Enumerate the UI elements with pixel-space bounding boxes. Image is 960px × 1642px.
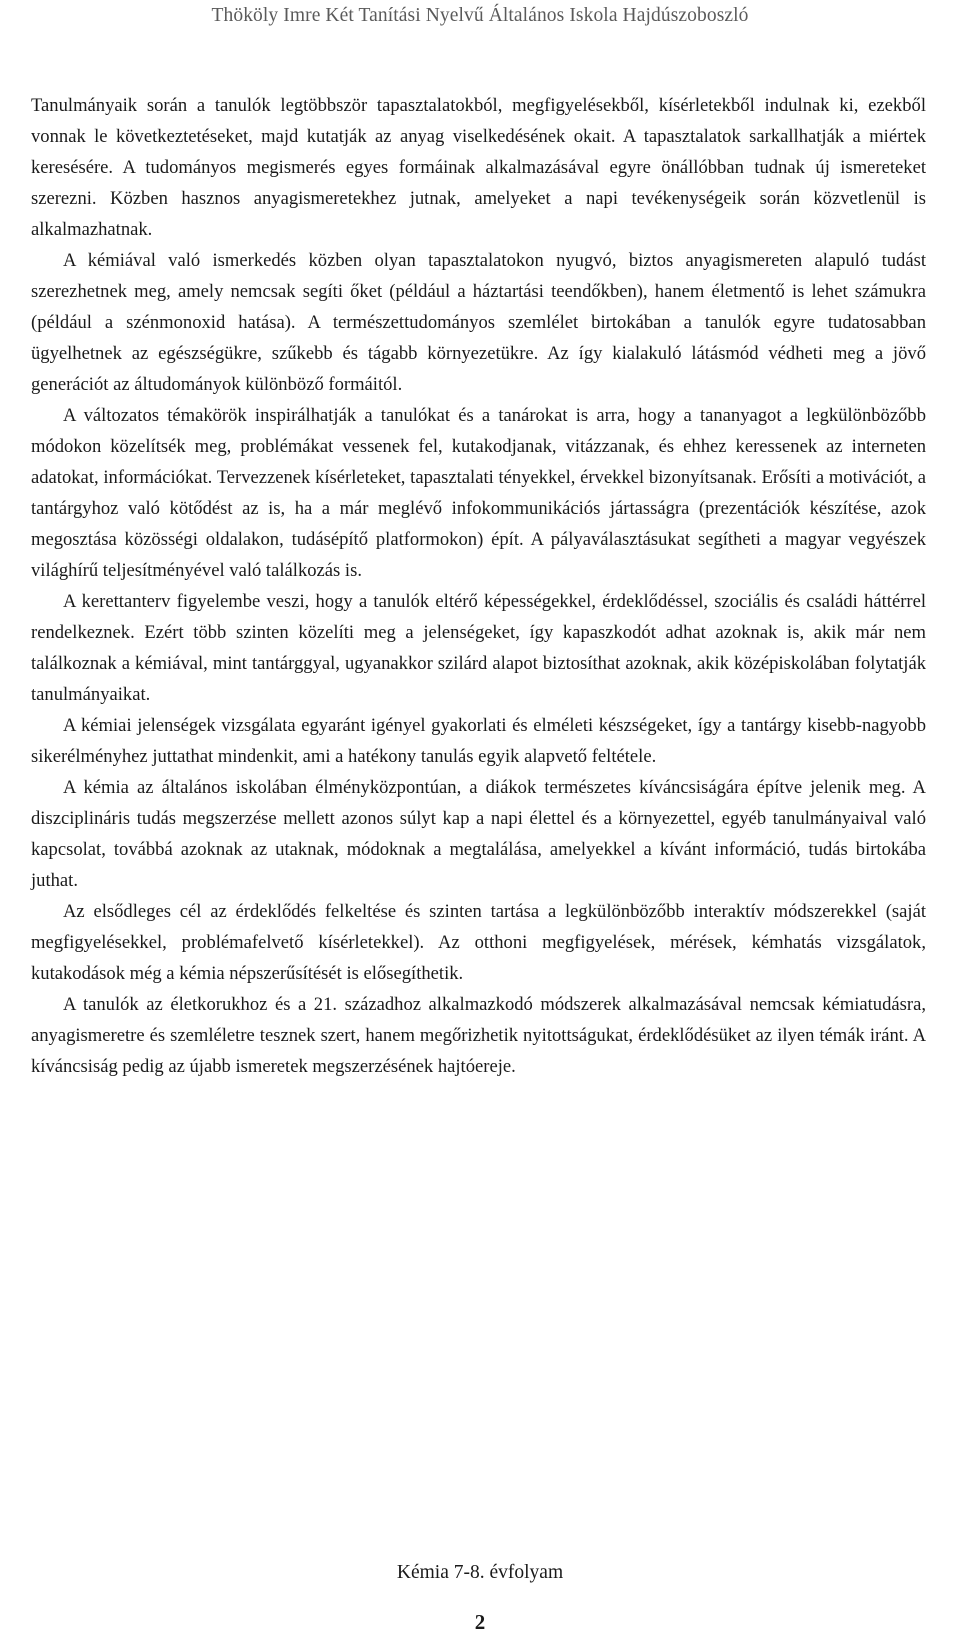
paragraph: A kémiával való ismerkedés közben olyan tapasztalatokon nyugvó, biztos anyagismereten alapuló tudást szerezhetnek meg, amely nemcsak segíti őket (például a háztartási teendőkben), hanem életmentő is lehet számukra (például a szénmonoxid hatása). A természettudományos szemlélet birtokában a tanulók egyre tudatosabban ügyelhetnek az egészségükre, szűkebb és tágabb környezetükre. Az így kialakuló látásmód védheti meg a jövő generációt az áltudományok különböző formáitól. [31, 250, 926, 395]
running-header: Thököly Imre Két Tanítási Nyelvű Általános Iskola Hajdúszoboszló [211, 5, 749, 26]
paragraph: Tanulmányaik során a tanulók legtöbbször tapasztalatokból, megfigyelésekből, kísérletekből indulnak ki, ezekből vonnak le következtetéseket, majd kutatják az anyag viselkedésének okait. A tapasztalatok sarkallhatják a miértek keresésére. A tudományos megismerés egyes formáinak alkalmazásával egyre önállóbban tudnak új ismereteket szerezni. Közben hasznos anyagismeretekhez jutnak, amelyeket a napi tevékenységeik során közvetlenül is alkalmazhatnak. [31, 95, 926, 240]
paragraph: A változatos témakörök inspirálhatják a tanulókat és a tanárokat is arra, hogy a tananyagot a legkülönbözőbb módokon közelítsék meg, problémákat vessenek fel, kutakodjanak, vitázzanak, és ehhez keressenek az interneten adatokat, információkat. Tervezzenek kísérleteket, tapasztalati tényekkel, érvekkel bizonyítsanak. Erősíti a motivációt, a tantárgyhoz való kötődést az is, ha a már meglévő infokommunikációs jártasságra (prezentációk készítése, azok megosztása közösségi oldalakon, tudásépítő platformokon) épít. A pályaválasztásukat segítheti a magyar vegyészek világhírű teljesítményével való találkozás is. [31, 405, 926, 581]
paragraph: A kémiai jelenségek vizsgálata egyaránt igényel gyakorlati és elméleti készségeket, így a tantárgy kisebb-nagyobb sikerélményhez juttathat mindenkit, ami a hatékony tanulás egyik alapvető feltétele. [31, 715, 926, 767]
paragraph: A tanulók az életkorukhoz és a 21. századhoz alkalmazkodó módszerek alkalmazásával nemcsak kémiatudásra, anyagismeretre és szemléletre tesznek szert, hanem megőrizhetik nyitottságukat, érdeklődésüket az ilyen témák iránt. A kíváncsiság pedig az újabb ismeretek megszerzésének hajtóereje. [31, 994, 926, 1077]
paragraph: A kémia az általános iskolában élményközpontúan, a diákok természetes kíváncsiságára építve jelenik meg. A diszciplináris tudás megszerzése mellett azonos súlyt kap a napi élettel és a környezettel, egyéb tanulmányaival való kapcsolat, továbbá azoknak az utaknak, módoknak a megtalálása, amelyekkel a kívánt információ, tudás birtokába juthat. [31, 777, 926, 891]
page-number: 2 [474, 1610, 486, 1634]
footer-title: Kémia 7-8. évfolyam [396, 1562, 564, 1583]
body-text [31, 90, 926, 1082]
paragraph: Az elsődleges cél az érdeklődés felkeltése és szinten tartása a legkülönbözőbb interaktív módszerekkel (saját megfigyelésekkel, problémafelvető kísérletekkel). Az otthoni megfigyelések, mérések, kémhatás vizsgálatok, kutakodások még a kémia népszerűsítését is elősegíthetik. [31, 901, 926, 984]
paragraph: A kerettanterv figyelembe veszi, hogy a tanulók eltérő képességekkel, érdeklődéssel, szociális és családi háttérrel rendelkeznek. Ezért több szinten közelíti meg a jelenségeket, így kapaszkodót adhat azoknak is, akik már nem találkoznak a kémiával, mint tantárggyal, ugyanakkor szilárd alapot biztosíthat azoknak, akik középiskolában folytatják tanulmányaikat. [31, 591, 926, 705]
